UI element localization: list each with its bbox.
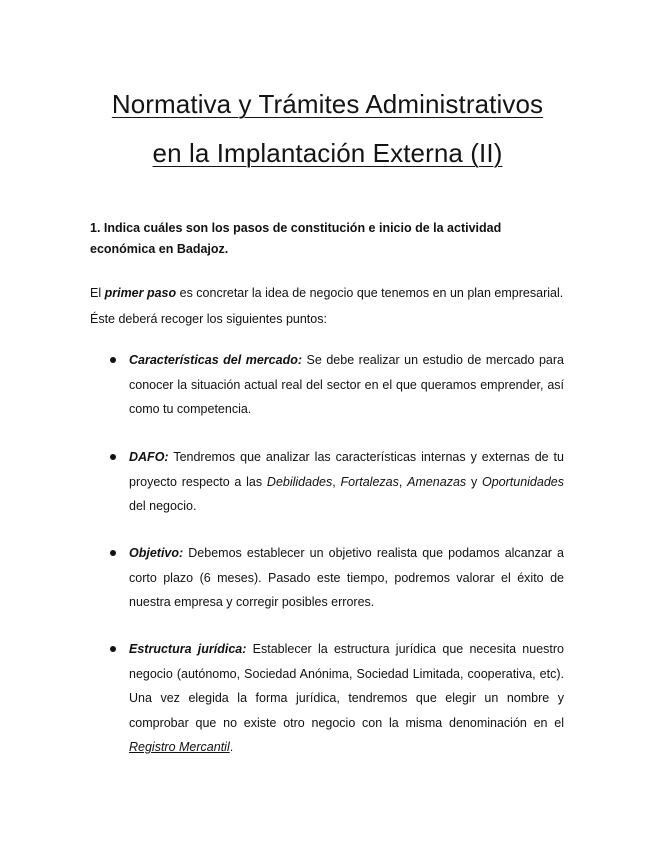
title-line-2: en la Implantación Externa (II) (152, 138, 503, 168)
bullet-item-estructura (129, 637, 564, 760)
bullet-text: Debemos establecer un objetivo realista que podamos alcanzar a corto plazo (6 meses). Pasado este tiempo, podremos valorar el éxito de nuestra empresa y corregir posibles errores. (129, 546, 564, 609)
intro-prefix: El (90, 286, 105, 300)
bullet-text: Tendremos que analizar las características internas y externas de tu proyecto respecto a las (129, 450, 564, 489)
bullet-text-end: del negocio. (129, 499, 197, 513)
bullet-text: Establecer la estructura jurídica que necesita nuestro negocio (autónomo, Sociedad Anónima, Sociedad Limitada, cooperativa, etc). Una vez elegida la forma jurídica, tendremos que elegir un nombre y comprobar que no existe otro negocio con la misma denominación en el (129, 642, 564, 730)
bullet-item-dafo (129, 445, 564, 519)
separator: , (398, 474, 408, 489)
bullet-label: Características del mercado: (129, 353, 303, 367)
separator: y (466, 474, 482, 489)
intro-rest: es concretar la idea de negocio que tenemos en un plan empresarial. Éste deberá recoger los siguientes puntos: (90, 286, 564, 326)
bullet-item-objetivo (129, 541, 564, 615)
bullet-dot-icon (110, 445, 118, 453)
bullet-label: Estructura jurídica: (129, 642, 247, 656)
separator: , (332, 474, 341, 489)
registro-mercantil-link[interactable]: Registro Mercantil (129, 740, 230, 754)
bullet-label: DAFO: (129, 450, 169, 464)
intro-paragraph (90, 280, 565, 332)
title-line-1: Normativa y Trámites Administrativos (111, 89, 544, 119)
bullet-dot-icon (110, 348, 118, 356)
bullet-item-mercado (129, 348, 564, 422)
term-amenazas: Amenazas (407, 474, 467, 489)
term-oportunidades: Oportunidades (481, 474, 564, 489)
bullet-dot-icon (110, 541, 118, 549)
bullet-dot-icon (110, 637, 118, 645)
term-debilidades: Debilidades (266, 474, 333, 489)
intro-emphasis: primer paso (104, 286, 177, 300)
bullet-text-end: . (229, 740, 234, 754)
term-fortalezas: Fortalezas (340, 474, 399, 489)
bullet-label: Objetivo: (129, 546, 184, 560)
bullet-text: Se debe realizar un estudio de mercado para conocer la situación actual real del sector en el que queramos emprender, así como tu competencia. (129, 353, 564, 416)
question-heading: 1. Indica cuáles son los pasos de constitución e inicio de la actividad económica en Badajoz. (90, 221, 502, 256)
